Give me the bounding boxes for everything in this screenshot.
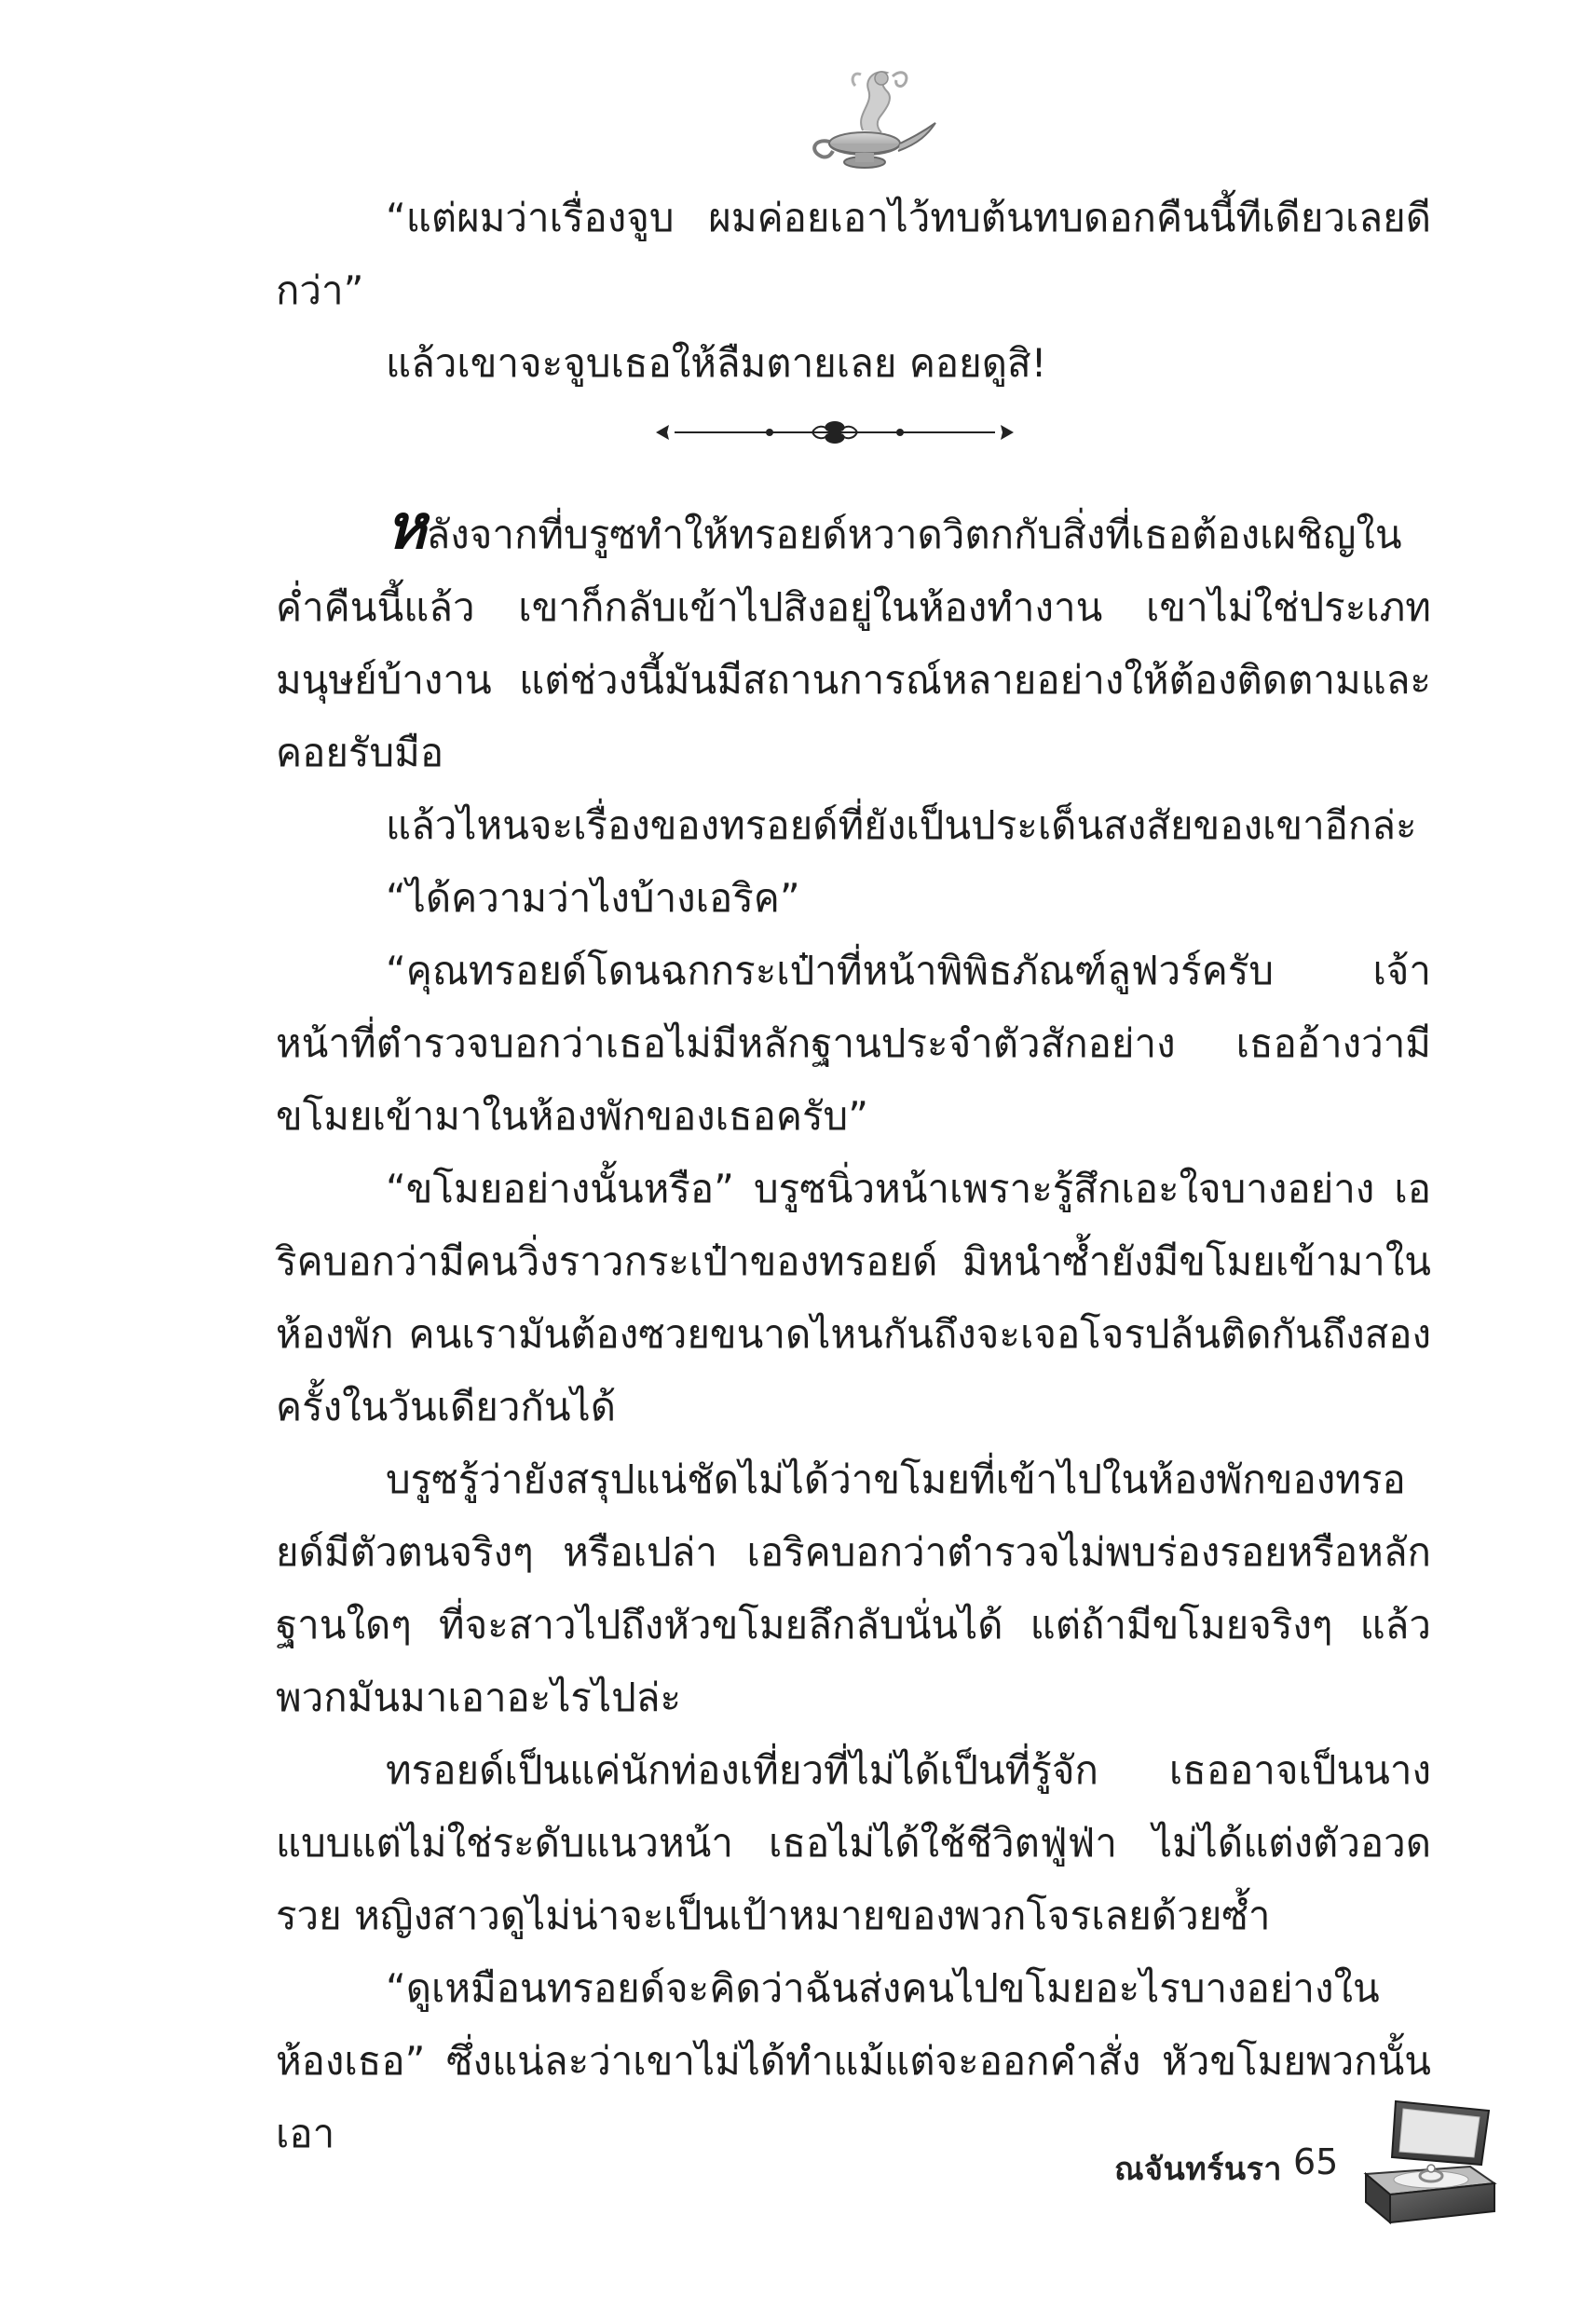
paragraph-text: “ขโมยอย่างนั้นหรือ” บรูซนิ่วหน้าเพราะรู้สึกเอะใจบางอย่าง เอริคบอกว่ามีคนวิ่งราวกระเป๋าของทรอยด์ มิหนำซ้ำยังมีขโมยเข้ามาในห้องพัก คนเรามันต้องซวยขนาดไหนกันถึงจะเจอโจรปล้นติดกันถึงสองครั้งในวันเดียวกันได้ bbox=[276, 1166, 1431, 1429]
drop-cap: ห bbox=[386, 490, 427, 563]
body-text bbox=[276, 182, 1431, 2170]
section-divider bbox=[276, 400, 1431, 465]
paragraph-text: ทรอยด์เป็นแค่นักท่องเที่ยวที่ไม่ได้เป็นที่รู้จัก เธออาจเป็นนางแบบแต่ไม่ใช่ระดับแนวหน้า เธอไม่ได้ใช้ชีวิตฟู่ฟ่า ไม่ได้แต่งตัวอวดรวย หญิงสาวดูไม่น่าจะเป็นเป้าหมายของพวกโจรเลยด้วยซ้ำ bbox=[276, 1747, 1431, 1938]
paragraph-text: “ได้ความว่าไงบ้างเอริค” bbox=[386, 875, 800, 921]
page-number: 65 bbox=[1293, 2141, 1339, 2182]
paragraph-text: “คุณทรอยด์โดนฉกกระเป๋าที่หน้าพิพิธภัณฑ์ลูฟวร์ครับ เจ้าหน้าที่ตำรวจบอกว่าเธอไม่มีหลักฐานประจำตัวสักอย่าง เธออ้างว่ามีขโมยเข้ามาในห้องพักของเธอครับ” bbox=[276, 948, 1431, 1139]
paragraph-text: แล้วเขาจะจูบเธอให้ลืมตายเลย คอยดูสิ! bbox=[386, 340, 1047, 386]
paragraph bbox=[276, 490, 1431, 789]
ring-box-icon bbox=[1358, 2092, 1498, 2232]
author-name: ณจันทร์นรา bbox=[1114, 2151, 1282, 2188]
paragraph bbox=[276, 182, 1431, 327]
paragraph bbox=[276, 1952, 1431, 2170]
spacer bbox=[276, 465, 1431, 499]
genie-lamp-icon bbox=[790, 58, 948, 179]
paragraph-text: ลังจากที่บรูซทำให้ทรอยด์หวาดวิตกกับสิ่งที่เธอต้องเผชิญในค่ำคืนนี้แล้ว เขาก็กลับเข้าไปสิงอยู่ในห้องทำงาน เขาไม่ใช่ประเภทมนุษย์บ้างาน แต่ช่วงนี้มันมีสถานการณ์หลายอย่างให้ต้องติดตามและคอยรับมือ bbox=[276, 512, 1431, 775]
paragraph bbox=[276, 1443, 1431, 1734]
paragraph-text: แล้วไหนจะเรื่องของทรอยด์ที่ยังเป็นประเด็นสงสัยของเขาอีกล่ะ bbox=[386, 802, 1417, 848]
paragraph bbox=[276, 1153, 1431, 1443]
paragraph-text: “แต่ผมว่าเรื่องจูบ ผมค่อยเอาไว้ทบต้นทบดอกคืนนี้ทีเดียวเลยดีกว่า” bbox=[276, 195, 1431, 313]
paragraph bbox=[276, 935, 1431, 1153]
paragraph bbox=[276, 862, 1431, 935]
paragraph-text: “ดูเหมือนทรอยด์จะคิดว่าฉันส่งคนไปขโมยอะไรบางอย่างในห้องเธอ” ซึ่งแน่ละว่าเขาไม่ได้ทำแม้แต่จะออกคำสั่ง หัวขโมยพวกนั้นเอา bbox=[276, 1965, 1431, 2156]
paragraph-text: บรูซรู้ว่ายังสรุปแน่ชัดไม่ได้ว่าขโมยที่เข้าไปในห้องพักของทรอยด์มีตัวตนจริงๆ หรือเปล่า เอริคบอกว่าตำรวจไม่พบร่องรอยหรือหลักฐานใดๆ ที่จะสาวไปถึงหัวขโมยลึกลับนั่นได้ แต่ถ้ามีขโมยจริงๆ แล้วพวกมันมาเอาอะไรไปล่ะ bbox=[276, 1456, 1431, 1720]
flourish-divider-icon bbox=[648, 414, 1021, 451]
paragraph bbox=[276, 789, 1431, 862]
paragraph bbox=[276, 1734, 1431, 1952]
paragraph bbox=[276, 327, 1431, 400]
